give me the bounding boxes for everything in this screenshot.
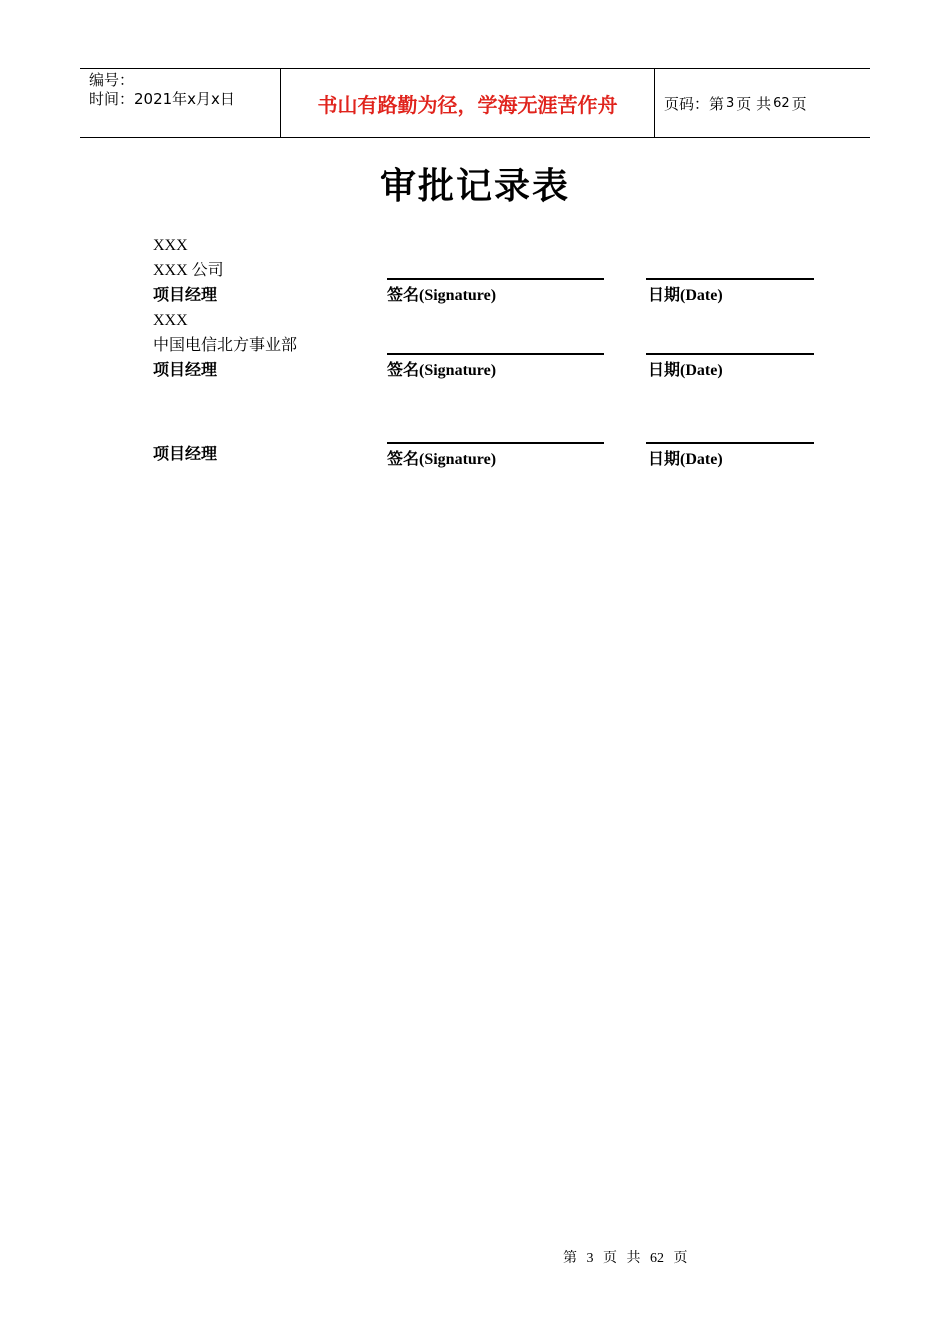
page-current: 3 [726, 95, 735, 111]
approver-org: 中国电信北方事业部 [153, 337, 298, 354]
page-title: 审批记录表 [379, 165, 570, 207]
footer-ye: 页 [603, 1251, 617, 1266]
date-line[interactable] [646, 278, 814, 280]
page-footer [563, 1247, 694, 1267]
header-motto-cell [281, 69, 655, 137]
approver-name: XXX [153, 312, 188, 329]
page-mid: 页 共 [736, 94, 772, 113]
signature-label: 签名(Signature) [387, 287, 497, 304]
header-meta-cell [80, 69, 281, 137]
footer-gong: 共 [626, 1251, 641, 1266]
number-label: 编号： [89, 71, 135, 89]
signature-label: 签名(Signature) [387, 451, 497, 468]
time-label: 时间：2021年x月x日 [89, 90, 235, 108]
footer-ye: 页 [673, 1251, 688, 1266]
approver-role: 项目经理 [153, 446, 218, 463]
signature-line[interactable] [387, 353, 604, 355]
date-label: 日期(Date) [648, 362, 723, 379]
page-prefix: 页码：第 [664, 94, 725, 113]
footer-page-number: 3 [586, 1251, 594, 1266]
approver-org: XXX 公司 [153, 262, 224, 279]
date-label: 日期(Date) [648, 287, 723, 304]
date-line[interactable] [646, 353, 814, 355]
signature-label: 签名(Signature) [387, 362, 497, 379]
signature-line[interactable] [387, 278, 604, 280]
page-total: 62 [773, 95, 790, 111]
footer-di: 第 [563, 1251, 577, 1266]
approver-name: XXX [153, 237, 188, 254]
page-suffix: 页 [791, 94, 807, 113]
header-page-cell [655, 69, 870, 137]
approver-role: 项目经理 [153, 362, 218, 379]
date-label: 日期(Date) [648, 451, 723, 468]
signature-line[interactable] [387, 442, 604, 444]
date-line[interactable] [646, 442, 814, 444]
page-header [80, 68, 870, 138]
motto-text: 书山有路勤为径，学海无涯苦作舟 [317, 92, 618, 117]
approver-role: 项目经理 [153, 287, 218, 304]
footer-total-pages: 62 [650, 1251, 664, 1266]
